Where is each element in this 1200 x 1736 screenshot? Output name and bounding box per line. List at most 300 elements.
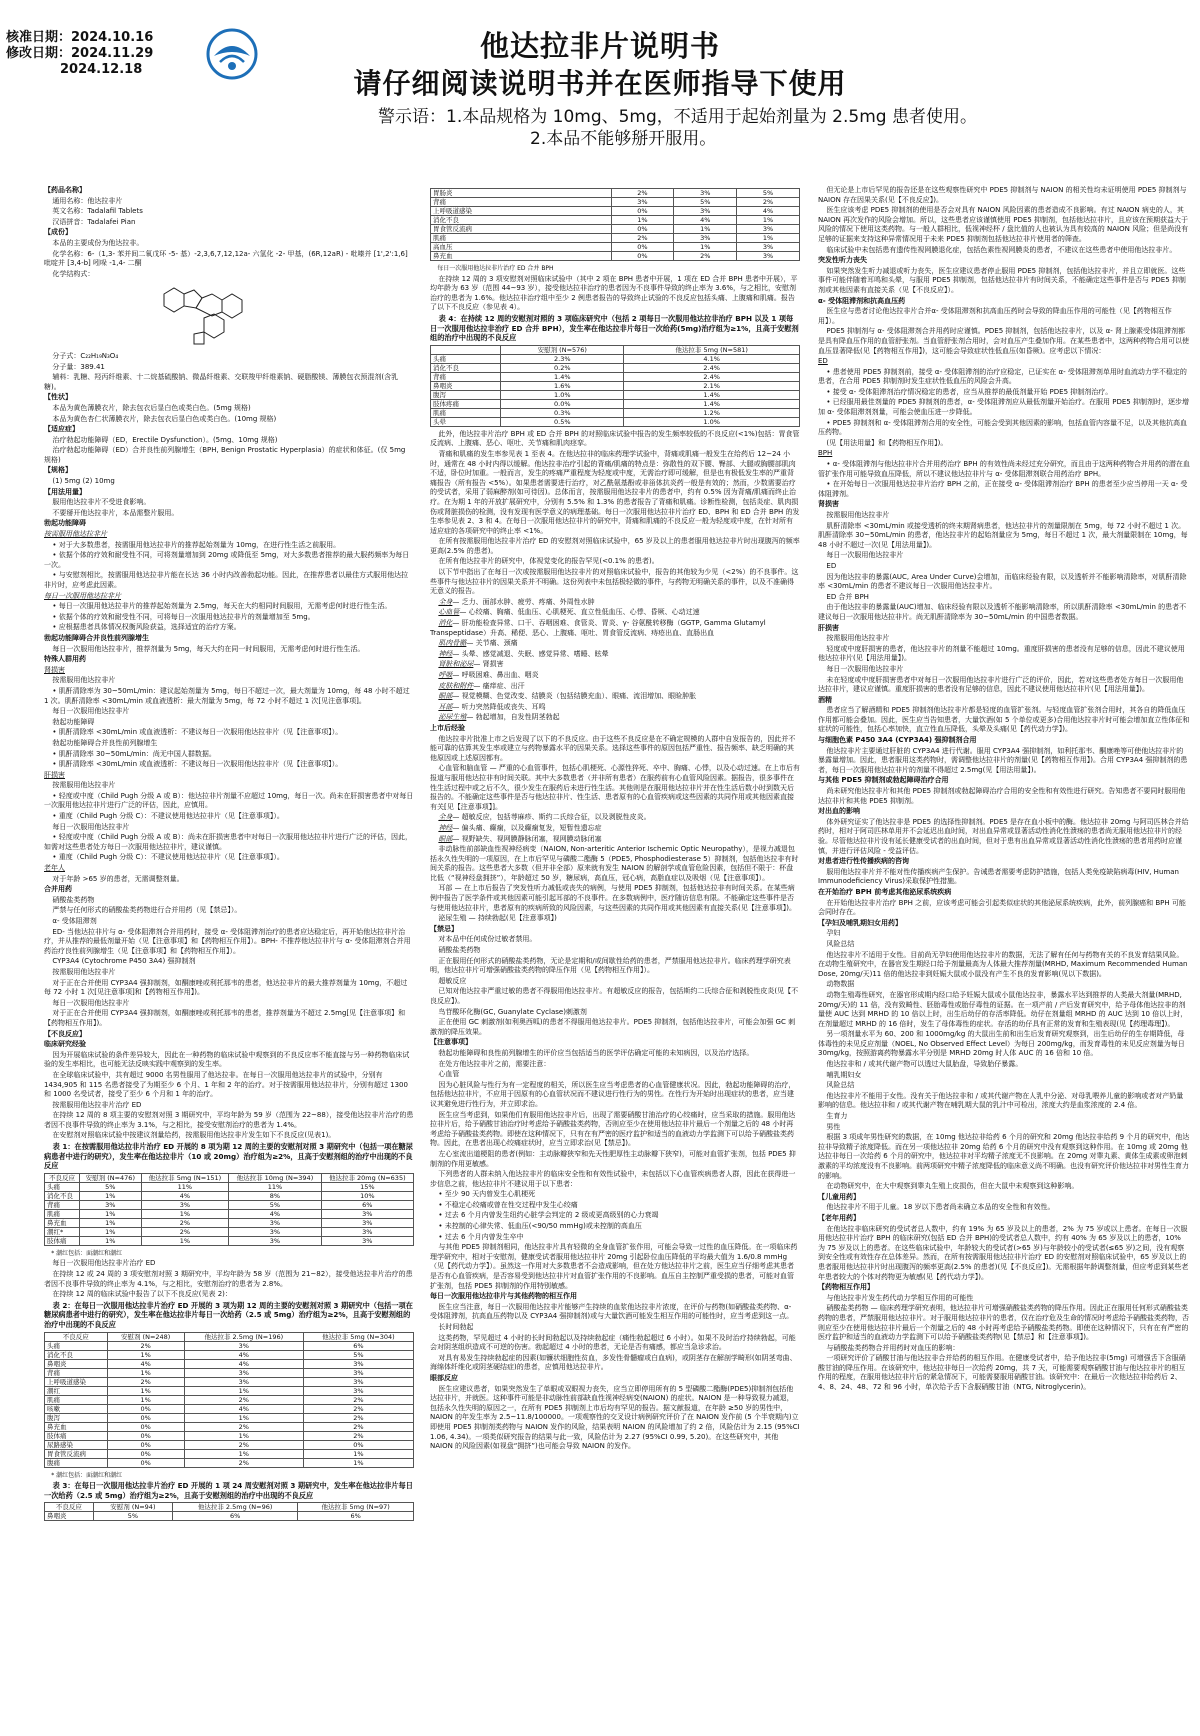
text-paragraph: 正在服用任何形式的硝酸盐类药物，无论是定期和/或间歇性给药的患者，严禁服用他达拉非片。临床药理学研究表明，他达拉非片可增强硝酸盐类药物的降压作用（见【药物相互作用】）。 (430, 956, 791, 975)
system-label: 皮肤和附件 (438, 681, 474, 690)
text-paragraph: 尚未研究他达拉非片和其他 PDE5 抑制剂或勃起障碍治疗合用的安全性和有效性进行研究。告知患者不要同时服用他达拉非片和其他 PDE5 抑制剂。 (818, 787, 1186, 805)
text-paragraph: 在持续 12 周的 8 项主要的安慰剂对照 3 期研究中，平均年龄为 59 岁（范围为 22~88），接受他达拉非片治疗的患者因不良事件导致的终止率为 3.1%，与之相比，接受安慰剂治疗的患者为 1.4%。 (44, 1111, 414, 1129)
system-entry (430, 824, 800, 834)
table-cell: 0% (107, 1404, 184, 1413)
table-cell: 肢体痛 (45, 1236, 80, 1245)
table-cell: 0% (107, 1422, 184, 1431)
table-cell: 安慰剂 (N=94) (93, 1503, 172, 1512)
subsection-heading: 在开始治疗 BPH 前考虑其他泌尿系统疾病 (818, 887, 952, 896)
text-paragraph: 在动物研究中，在大中观察到睾丸生殖上皮损伤，但在大鼠中未观察到这种影响。 (826, 1182, 1079, 1191)
table-row (45, 1404, 414, 1413)
text-paragraph: • 不稳定心绞痛或曾在性交过程中发生心绞痛 (438, 1200, 578, 1209)
text-paragraph: 化学名称：6-（1,3- 苯并间二氧戊环 -5- 基）-2,3,6,7,12,12a- 六氢化 -2- 甲基，(6R,12aR) - 吡嗪并 [1',2':1,6] 吡啶并 [3,4-b] 吲哚 -1,4- 二酮 (44, 249, 408, 268)
table-cell: 安慰剂 (N=248) (107, 1332, 184, 1341)
table-cell: 1% (184, 1449, 303, 1458)
text-paragraph: 每日一次服用他达拉非片 (826, 664, 904, 673)
table-cell: 2% (303, 1395, 413, 1404)
table-cell: 1.2% (624, 408, 800, 417)
subsection-heading: ED (818, 357, 828, 366)
table-cell: 尿路感染 (45, 1440, 108, 1449)
table-cell: 消化不良 (431, 216, 612, 225)
text-paragraph: 因为他达拉非的暴露(AUC, Area Under Curve)会增加，而临床经验有限，以及透析并不能影响清除率，对肌酐清除率 <30mL/min 的患者不建议每日一次服用他达拉非片。 (818, 572, 1187, 591)
text-paragraph: PDE5 抑制剂与 α- 受体阻滞剂合并用药时应谨慎。PDE5 抑制剂，包括他达拉非片，以及 α- 肾上腺素受体阻滞剂都是具有降血压作用的血管舒张剂。当血管舒张剂合用时，会对血压产生叠加作用。在某些患者中，这两种药物合用可以使血压显著降低(见【药物相互作用】)，这可能会导致症状性低血压(如昏厥)。应考虑以下情况： (818, 327, 1189, 355)
table-cell: 4% (184, 1404, 303, 1413)
warning-line-2: 2.本品不能够掰开服用。 (530, 129, 717, 149)
revision-date-2: 2024.12.18 (60, 62, 143, 77)
table-cell: 2% (674, 252, 737, 261)
table-row (45, 1512, 414, 1521)
subsection-heading: 肾损害 (818, 500, 839, 509)
table-cell: 3% (141, 1200, 229, 1209)
table-row (45, 1191, 414, 1200)
table-cell: 1% (141, 1236, 229, 1245)
table-cell: 0% (611, 225, 674, 234)
system-entry (430, 671, 800, 681)
table-cell: 4.1% (624, 354, 800, 363)
subsection-heading: 特殊人群用药 (44, 655, 86, 664)
table-row (45, 1395, 414, 1404)
table-cell: 2.3% (501, 354, 624, 363)
table-note: 每日一次服用他达拉非片治疗 ED 合并 BPH (437, 265, 554, 272)
table-row (431, 417, 800, 426)
subsection-heading: 肝损害 (818, 623, 839, 632)
text-paragraph: 在处方他达拉非片之前，需要注意： (438, 1059, 551, 1068)
table-cell: 2% (611, 189, 674, 198)
text-paragraph: 与他达拉非片发生药代动力学相互作用的可能性 (826, 1293, 974, 1302)
table-cell: 腹痛 (45, 1458, 108, 1467)
table-cell: 15% (321, 1182, 413, 1191)
system-label: 肌肉骨骼 (438, 639, 467, 648)
table-row (45, 1422, 414, 1431)
text-paragraph: 动物生殖毒性研究，在器官形成期内经口给予妊娠大鼠或小鼠他达拉非，暴露水平达到推荐的人类最大剂量(MRHD, 20mg/天)的 11 倍，没有致畸性、胚胎毒性或胎仔毒性的证据。在一项产前 / 产后发育研究中，给予母体他达拉非的剂量使 AUC 达到 MRHD 的 10 倍以上时，出生后幼仔的存活率降低。幼仔在剂量组 MRHD 的 AUC 达到 10 倍以上时，在剂量超过 MRHD 的 16 倍时，发生了母体毒性的症状。存活的幼仔具有正常的发育和生殖表现(见【药理毒理】)。 (818, 990, 1188, 1028)
text-paragraph: ED- 当他达拉非片与 α- 受体阻滞剂合并用药时，接受 α- 受体阻滞剂治疗的患者应达稳定后，再开始他达拉非片治疗，并从推荐的最低剂量开始（见【注意事项】和【药物相互作用】）。BPH- 不推荐他达拉非片与 α- 受体阻滞剂合并用药治疗良性前列腺增生（见【注意事项】和【药物相互作用】）。 (44, 927, 411, 955)
text-paragraph: 他达拉非片不适用于女性。目前尚无孕妇使用他达拉非片的数据，无法了解有任何与药物有关的不良发育结果风险。在动物生殖研究中，在器官发生期经口给予剂量最高为人体最大推荐剂量(MRHD, Maximum Recommended Human Dose, 20mg/天)11 倍的他达拉非到妊娠大鼠或小鼠没有产生不良的发育影响(见以下数据)。 (818, 950, 1188, 978)
table-cell: 1% (107, 1395, 184, 1404)
table-cell: 他达拉非 5mg (N=97) (298, 1503, 414, 1512)
subsection-heading: 与细胞色素 P450 3A4 (CYP3A4) 强抑制剂合用 (818, 736, 977, 745)
subsection-heading: 对患者进行性传播疾病的咨询 (818, 857, 909, 866)
table-cell: 0% (107, 1440, 184, 1449)
table-row (431, 225, 800, 234)
table-row (45, 1218, 414, 1227)
text-paragraph: 左心室流出道梗阻的患者(例如：主动脉瓣狭窄和先天性肥厚性主动脉瓣下狭窄)，可能对血管扩张剂，包括 PDE5 抑制剂的作用更敏感。 (430, 1149, 796, 1168)
table-row (45, 1431, 414, 1440)
table-cell: 4% (737, 207, 800, 216)
text-paragraph: 与其他 PDE5 抑制剂相同，他达拉非片具有轻微的全身血管扩张作用，可能会导致一过性的血压降低。在一项临床药理学研究中，相对于安慰剂，健康受试者服用他达拉非片 20mg 引起卧位血压降低的平均最大值为 1.6/0.8 mmHg（见【药代动力学】）。虽然这一作用对大多数患者不会造成影响，但在处方他达拉非片之前，医生应当仔细考虑其患者是否有心血管疾病，是否容易受到他达拉非片对血管扩张作用的不良影响。血压自主控制严重受损的患者，可能对血管扩张剂，包括 PDE5 抑制剂的作用特别敏感。 (430, 1243, 798, 1290)
column-1 (44, 186, 414, 1734)
table-cell: 5% (229, 1200, 321, 1209)
text-paragraph: ED 合并 BPH (826, 592, 869, 601)
table-row (45, 1368, 414, 1377)
system-text: — 瘙痒症、出汗 (473, 681, 525, 690)
text-paragraph: (1) 5mg (2) 10mg (52, 477, 115, 486)
text-paragraph: 他达拉非片批准上市之后发现了以下的不良反应。由于这些不良反应是在不确定规模的人群中自发报告的，因此并不能可靠的估算其发生率或建立与药物暴露水平的因果关系。选择这些事件的原因包括严重性、报告频率、缺乏明确的其他原因或上述原因都有。 (430, 734, 796, 762)
text-paragraph: 英文名称：Tadalafil Tablets (52, 207, 143, 216)
text-paragraph: 因为心脏风险与性行为有一定程度的相关，所以医生应当考虑患者的心血管健康状况。因此，勃起功能障碍的治疗，包括他达拉非片，不应用于因原有的心血管状况而不建议进行性行为的男性。在性行为开始时出现症状的患者，应当建议其避免进行性行为，并立即求治。 (430, 1080, 796, 1108)
page-title: 他达拉非片说明书 (479, 29, 720, 63)
text-paragraph: 肌酐清除率 <30mL/min 或接受透析的终末期肾病患者，他达拉非片的剂量限制在 5mg，每 72 小时不超过 1 次。肌酐清除率 30~50mL/min 的患者，他达拉非片的起始剂量应为 5mg，每日不超过 1 次，最大剂量限制在 10mg，每 48 小时不超过一次(见【用法用量】)。 (818, 521, 1188, 549)
table-cell: 1% (674, 225, 737, 234)
table-cell: 肌痛 (45, 1209, 80, 1218)
table-cell: 1% (80, 1236, 141, 1245)
table-cell: 安慰剂 (N=576) (501, 345, 624, 354)
table-row (45, 1173, 414, 1182)
table-cell: 3% (229, 1218, 321, 1227)
table-cell: 2% (184, 1440, 303, 1449)
system-label: 眼部 (438, 834, 453, 843)
system-entry (430, 660, 800, 670)
text-paragraph: • 在开始每日一次服用他达拉非片治疗 BPH 之前，正在接受 α- 受体阻滞剂治疗 BPH 的患者至少应当停用一天 α- 受体阻滞剂。 (818, 480, 1188, 498)
text-paragraph: 孕妇 (826, 929, 841, 938)
table-cell: 他达拉非 10mg (N=394) (229, 1173, 321, 1182)
table-cell: 3% (303, 1377, 413, 1386)
subsection-heading: 按需服用他达拉非片 (44, 530, 107, 539)
text-paragraph: 超敏反应 (438, 976, 467, 985)
table-cell: 不良反应 (45, 1332, 108, 1341)
table-cell: 他达拉非 2.5mg (N=96) (172, 1503, 297, 1512)
table-cell: 1.0% (501, 390, 624, 399)
system-label: 神经 (438, 823, 453, 832)
table-cell: 3% (321, 1236, 413, 1245)
subsection-heading: 肾损害 (44, 665, 65, 674)
text-paragraph: 本品为黄色薄膜衣片，除去包衣后显白色或类白色。(5mg 规格) (52, 403, 251, 412)
table-row (431, 408, 800, 417)
table-row (45, 1209, 414, 1218)
text-paragraph: 医生应该考虑 PDE5 抑制剂的使用是否会对具有 NAION 风险因素的患者造成不良影响。有过 NAION 病史的人，其 NAION 再次发作的风险会增加。所以，这些患者应该谨慎使用 PDE5 抑制剂，包括他达拉非片，且应该在预期获益大于风险的情况下使用这类药物。与一般人群相比，低视神经杯 / 盘比值的人也被认为具有较高的 NAION 风险；但是尚没有足够的证据来支持这种异常情况用于未来 PDE5 抑制剂包括他达拉非片使用者的筛查。 (818, 206, 1189, 243)
table-row (431, 216, 800, 225)
table-cell: 1% (184, 1431, 303, 1440)
table-cell: 1% (184, 1413, 303, 1422)
table-cell: 1% (737, 234, 800, 243)
subsection-heading: BPH (818, 449, 833, 458)
text-paragraph: • 患者使用 PDE5 抑制剂前，接受 α- 受体阻滞剂的治疗应稳定，已证实在 α- 受体阻滞剂单用时血流动力学不稳定的患者，在合用 PDE5 抑制剂时发生症状性低血压的风险会升高。 (818, 367, 1187, 386)
table-cell: 肌痛 (45, 1395, 108, 1404)
text-paragraph: 硝酸盐类药物 (438, 946, 481, 955)
table-row (45, 1200, 414, 1209)
table-cell: 3% (184, 1377, 303, 1386)
text-paragraph: 背痛和肌痛的发生率参见表 1 至表 4。在他达拉非的临床药理学试验中，背痛或肌痛一般发生在给药后 12~24 小时，通常在 48 小时内得以缓解。他达拉非治疗引起的背痛/肌痛的特点是：弥散性的双下腰、臀部、大腿或胸腰部肌肉不适，卧位时加重。一般而言，发生的疼痛严重程度为轻度或中度，无需治疗即可缓解，但是也有极低发生率的严重背痛报告（所有报告 <5%）。如果患者需要进行治疗，对乙酰氨基酚或非甾体抗炎药一般是有效的；然而，少数需要治疗的受试者，采用了弱麻醉剂(如可待因)。总体而言，按需服用他达拉非片的患者中，约有 0.5% 因为背痛/肌痛而终止治疗。在为期 1 年的开放扩展研究中，分别有 5.5% 和 1.3% 的患者报告了背痛和肌痛。诊断性检测，包括炎症、肌肉损伤或肾脏损伤的检测，没有发现有医学意义的病理基础。每日一次服用他达拉非片治疗 ED、BPH 和 ED 合并 BPH 的发生率参见表 2、3 和 4。在每日一次服用他达拉非片的研究中，背痛和肌痛的不良反应一般为轻度或中度，在针对所有适应症的各项研究中的终止率 <1%。 (430, 449, 800, 535)
table-row (45, 1341, 414, 1350)
table-cell: 1% (303, 1449, 413, 1458)
table-cell: 高血压 (431, 243, 612, 252)
table-row (431, 198, 800, 207)
text-paragraph: 正在使用 GC 刺激剂(如利奥西呱)的患者不得服用他达拉非片。PDE5 抑制剂，包括他达拉非片，可能会加强 GC 刺激剂的降压效果。 (430, 1018, 796, 1036)
table-cell: 1.6% (501, 381, 624, 390)
system-label: 全身 (438, 597, 453, 606)
table-row (45, 1503, 414, 1512)
text-paragraph: 轻度或中度肝损害的患者，他达拉非片的剂量不能超过 10mg。重度肝损害的患者没有足够的信息，因此不建议使用他达拉非片(见【用法用量】)。 (818, 644, 1185, 663)
table-row (45, 1350, 414, 1359)
text-paragraph: 心血管 (438, 1070, 460, 1079)
table-row (45, 1227, 414, 1236)
chemical-structure-icon (44, 282, 414, 346)
table-row (45, 1377, 414, 1386)
table-cell: 2.1% (624, 381, 800, 390)
table-cell: 2% (141, 1227, 229, 1236)
text-paragraph: 每日一次服用他达拉非片治疗 ED (52, 1259, 156, 1268)
table-cell: 1% (107, 1350, 184, 1359)
text-paragraph: 因为开展临床试验的条件差异较大，因此在一种药物的临床试验中观察到的不良反应率不能直接与另一种药物临床试验的发生率相比，也可能无法反映实践中观察到的发生率。 (44, 1050, 410, 1069)
text-paragraph: 男性 (826, 1122, 841, 1131)
text-paragraph: 对本品中任何成份过敏者禁用。 (438, 935, 537, 944)
table-cell (431, 345, 501, 354)
table-cell: 头痛 (45, 1341, 108, 1350)
system-text: — 超敏反应，包括荨麻疹、斯约二氏综合征，以及剥脱性皮炎。 (452, 813, 651, 822)
text-paragraph: 勃起功能障碍 (52, 717, 95, 726)
system-entry (430, 692, 800, 702)
table-cell: 肢体疼痛 (431, 399, 501, 408)
system-entry (430, 835, 800, 845)
table-cell: 3% (303, 1359, 413, 1368)
text-paragraph: 鸟苷酸环化酶(GC, Guanylate Cyclase)刺激剂 (438, 1007, 587, 1016)
table-cell: 0% (611, 252, 674, 261)
text-paragraph: 与硝酸盐类药物合并用药时对血压的影响： (826, 1343, 960, 1352)
table-cell: 他达拉非 5mg (N=151) (141, 1173, 229, 1182)
table-cell: 0% (107, 1449, 184, 1458)
text-paragraph: 体外研究证实了他达拉非是 PDE5 的选择性抑制剂。PDE5 是存在血小板中的酶。他达拉非 20mg 与阿司匹林合并给药时，相对于阿司匹林单用并不会延迟出血时间，对出血异常或显著活动性消化性溃疡的患者尚无服用他达拉非片的经验。尽管他达拉非片没有延长健康受试者的出血时间，但对于患有出血异常或显著活动性消化性溃疡的患者用药时应谨慎，并进行评估风险 - 受益评估。 (818, 817, 1189, 855)
text-paragraph: 在持续 12 周的 3 项安慰剂对照临床试验中（其中 2 项在 BPH 患者中开展，1 项在 ED 合并 BPH 患者中开展），平均年龄为 63 岁（范围 44~93 岁），接受他达拉非治疗的患者因为不良事件导致的终止率为 3.6%，与之相比，安慰剂治疗的患者为 1.6%。他达拉非治疗组中至少 2 例患者报告的导致终止试验的不良反应包括头痛、上腹痛和肌痛。报告了以下不良反应（参见表 4）。 (430, 274, 798, 312)
table-cell: 2% (737, 198, 800, 207)
table-note: * 潮红包括：面潮红和潮红 (51, 1249, 123, 1257)
adverse-reaction-table-3-continued (430, 188, 800, 261)
section-heading: 【注意事项】 (430, 1038, 472, 1047)
subsection-heading: 酒精 (818, 695, 832, 704)
approval-date: 核准日期：2024.10.16 (6, 30, 154, 45)
text-paragraph: 化学结构式： (52, 269, 95, 278)
table-cell: 肌痛 (431, 408, 501, 417)
text-paragraph: 心血管和脑血管 — 严重的心血管事件，包括心肌梗死、心源性猝死、卒中、胸痛、心悸，以及心动过速。在上市后有报道与服用他达拉非有时间关联。其中大多数患者（并非所有患者）在服药前有心血管风险因素。据报告，很多事件在性生活过程中或之后不久，很少发生在服药后未进行性生活。其他则是在服用他达拉非片并在性生活后数小时到数天后报告的。不能确定这些事件是否与他达拉非片、性生活、患者原有的心血管疾病或这些因素的共同作用或其他因素直接有关[见【注意事项】]。 (430, 764, 800, 811)
text-paragraph: • 应根据患者具体情况权衡风险获益，选择适宜的治疗方案。 (52, 623, 241, 632)
table-cell: 3% (737, 243, 800, 252)
system-text: — 勃起增加，自发性阴茎勃起 (466, 713, 560, 722)
table-cell: 潮红 (45, 1386, 108, 1395)
table-cell: 1% (80, 1191, 141, 1200)
table-cell: 11% (141, 1182, 229, 1191)
text-paragraph: • α- 受体阻滞剂与他达拉非片合并用药治疗 BPH 的有效性尚未经过充分研究，而且由于这两种药物合并用药的潜在血管扩张作用可能导致血压降低，所以不建议他达拉非片与 α- 受体阻滞剂联合用药治疗 BPH。 (818, 460, 1190, 478)
text-paragraph: 哺乳期妇女 (826, 1070, 862, 1079)
table-cell: 肢体痛 (45, 1431, 108, 1440)
table-cell: 0% (107, 1431, 184, 1440)
system-entry (430, 813, 800, 823)
text-paragraph: CYP3A4 (Cytochrome P450 3A4) 强抑制剂 (52, 957, 196, 966)
text-paragraph: 治疗勃起功能障碍（ED，Erectile Dysfunction）。(5mg、10mg 规格) (52, 435, 278, 444)
table-cell: 4% (184, 1350, 303, 1359)
table-cell: 0% (303, 1440, 413, 1449)
section-heading: 【儿童用药】 (818, 1192, 860, 1201)
system-text: — 肾损害 (473, 660, 504, 669)
table-cell: 鼻咽炎 (45, 1512, 94, 1521)
table-caption: 表 1：在按需服用他达拉非片治疗 ED 开展的 8 项为期 12 周的主要的安慰剂对照 3 期研究中（包括一项在糖尿病患者中进行的研究），发生率在他达拉非片（10 或 20mg）治疗组为≥2%，且高于安慰剂组的治疗中出现的不良反应 (44, 1142, 413, 1171)
text-paragraph: (见【用法用量】和【药物相互作用】)。 (826, 438, 948, 447)
subsection-heading: 眼部反应 (430, 1373, 458, 1382)
text-paragraph: 未在轻度或中度肝损害患者中对每日一次服用他达拉非片进行广泛的评价，因此，若对这些患者处方每日一次服用他达拉非片，建议应谨慎。重度肝损害的患者没有足够的信息，因此不建议使用他达拉非片(见【用法用量】)。 (818, 675, 1184, 694)
adverse-reaction-table-2 (44, 1332, 414, 1468)
table-cell: 5% (80, 1182, 141, 1191)
section-heading: 【用法用量】 (44, 487, 86, 496)
table-cell: 3% (303, 1368, 413, 1377)
table-cell: 6% (303, 1341, 413, 1350)
table-cell: 鼻充血 (431, 252, 612, 261)
text-paragraph: • 依据个体的疗效和耐受性不同，可将剂量增加到 20mg 或降低至 5mg，对大多数患者推荐的最大服药频率为每日一次。 (44, 551, 410, 569)
table-cell: 头痛 (431, 354, 501, 363)
section-heading: 【药物相互作用】 (818, 1283, 874, 1292)
system-text: — 肝功能检查异常、口干、吞咽困难、食管炎、胃炎、γ- 谷氨酰转移酶（GGTP, Gamma Glutamyl Transpeptidase）升高、稀便、恶心、上腹痛、呕吐、胃食管反流病、痔疮出血、直肠出血 (430, 619, 766, 637)
column-2 (430, 186, 800, 1734)
table-cell: 4% (674, 216, 737, 225)
system-label: 神经 (438, 649, 453, 658)
system-entry (430, 650, 800, 660)
table-cell: 1% (737, 216, 800, 225)
text-paragraph: 他达拉非片不用于儿童。18 岁以下患者尚未确立本品的安全性和有效性。 (826, 1203, 1055, 1212)
table-caption: 表 2：在每日一次服用他达拉非片治疗 ED 开展的 3 项为期 12 周的主要的安慰剂对照 3 期研究中（包括一项在糖尿病患者中进行的研究），发生率在他达拉非片每日一次给药（2.5 或 5mg）治疗组为≥2%，且高于安慰剂组的治疗中出现的不良反应 (44, 1300, 413, 1329)
text-paragraph: • 重度（Child Pugh 分级 C）：不建议使用他达拉非片（见【注意事项】）。 (52, 853, 284, 862)
text-paragraph: 这类药物，罕见超过 4 小时的长时间勃起以及持续勃起症（痛性勃起超过 6 小时）。如果不及时治疗持续勃起，可能会对阴茎组织造成不可逆的伤害。勃起超过 4 小时的患者，无论是否有痛感，都应当急诊求治。 (430, 1333, 796, 1352)
table-cell: 咳嗽 (45, 1404, 108, 1413)
text-paragraph: 按需服用他达拉非片治疗 ED (52, 1100, 142, 1109)
table-cell: 6% (298, 1512, 414, 1521)
text-paragraph: • 与安慰剂相比，按需服用他达拉非片能在长达 36 小时内改善勃起功能。因此，在推荐患者以最佳方式服用他达拉非片时，应考虑此因素。 (44, 571, 409, 589)
table-cell: 1% (107, 1386, 184, 1395)
table-cell: 胃肠炎 (431, 189, 612, 198)
subsection-heading: 合并用药 (44, 885, 72, 894)
table-cell: 不良反应 (45, 1503, 94, 1512)
text-paragraph: 通用名称：他达拉非片 (52, 196, 123, 205)
text-paragraph: • 已经服用最佳剂量的 PDE5 抑制剂的患者，α- 受体阻滞剂应从最低剂量开始治疗。在服用 PDE5 抑制剂时，逐步增加 α- 受体阻滞剂剂量，可能会使血压进一步降低。 (818, 398, 1189, 417)
system-label: 耳部 (438, 702, 453, 711)
table-cell: 2% (107, 1377, 184, 1386)
table-cell: 3% (229, 1236, 321, 1245)
subsection-heading: 勃起功能障碍合并良性前列腺增生 (44, 633, 149, 642)
table-row (431, 381, 800, 390)
table-cell: 1% (80, 1227, 141, 1236)
table-cell: 11% (229, 1182, 321, 1191)
section-heading: 【成份】 (44, 228, 72, 237)
text-paragraph: 临床试验中未包括患有遗传性视网膜退化症，包括色素性视网膜炎的患者，不建议在这些患者中使用他达拉非片。 (826, 245, 1177, 254)
table-cell: 0% (611, 207, 674, 216)
table-cell: 腹泻 (45, 1413, 108, 1422)
text-paragraph: 对于正在合并使用 CYP3A4 强抑制剂，如酮康唑或利托那韦的患者，推荐剂量为不超过 2.5mg[见【注意事项】和【药物相互作用】)。 (44, 1009, 406, 1027)
table-cell: 腹泻 (431, 390, 501, 399)
table-cell: 3% (184, 1341, 303, 1350)
text-paragraph: 一项研究评价了硝酸甘油与他达拉非合并给药的相互作用。在健康受试者中，给予他达拉非(5mg) 可增强舌下含服硝酸甘油的降压作用。在该研究中，他达拉非每日一次给药 20mg，共 7 天，可能需要观察硝酸甘油与他达拉非片的相互作用的程度，在服用他达拉非片后的紧急情况下，可能需要服用硝酸甘油。该研究中：在最后一次他达拉非给药后 2、4、8、24、48、72 和 96 小时，单次给予舌下含服硝酸甘油（NTG, Nitroglycerin)。 (818, 1354, 1186, 1392)
system-text: — 头晕、感觉减退、失眠、感觉异常、嗜睡、眩晕 (452, 649, 609, 658)
table-cell: 2% (303, 1413, 413, 1422)
table-cell: 不良反应 (45, 1173, 80, 1182)
text-paragraph: • 未控制的心律失常、低血压(<90/50 mmHg)或未控制的高血压 (438, 1222, 642, 1231)
text-paragraph: 此外，他达拉非片治疗 BPH 或 ED 合并 BPH 的对照临床试验中报告的发生频率较低的不良反应(<1%)包括：胃食管反流病、上腹痛、恶心、呕吐、关节痛和肌肉痉挛。 (430, 429, 800, 448)
subsection-heading: 每日一次服用他达拉非片 (44, 591, 121, 600)
system-label: 眼部 (438, 692, 453, 701)
text-paragraph: 长时间勃起 (438, 1323, 474, 1331)
table-caption: 表 4：在持续 12 周的安慰剂对照的 3 项临床研究中（包括 2 项每日一次服用他达拉非治疗 BPH 以及 1 项每日一次服用他达拉非治疗 ED 合并 BPH），发生率在他达拉非片每日一次给药(5mg)治疗组为≥1%，且高于安慰剂组的治疗中出现的不良反应 (430, 313, 799, 343)
table-cell: 0% (611, 243, 674, 252)
table-note: * 潮红包括：面潮红和潮红 (51, 1471, 123, 1479)
system-entry (430, 703, 800, 713)
text-paragraph: 如果突然发生听力减退或听力丧失，医生应建议患者停止服用 PDE5 抑制剂，包括他达拉非片，并且立即就医。这些事件可能伴随着耳鸣和头晕，与服用 PDE5 抑制剂，包括他达拉非片有时间关系，不能确定这些事件是否与 PDE5 抑制剂或其他因素有直接关系（见【不良反应】）。 (818, 266, 1186, 294)
text-paragraph: 生育力 (826, 1112, 848, 1121)
text-paragraph: 在所有他达拉非片的研究中，体视觉变化的报告罕见(<0.1% 的患者)。 (438, 557, 659, 566)
table-row (431, 234, 800, 243)
text-paragraph: 医生应建议患者，如果突然发生了单眼或双眼视力丧失，应当立即停用所有的 5 型磷酸二酯酶(PDE5)抑制剂包括他达拉非片，并就医。这种事件可能是非动脉性前部缺血性视神经病变(NAION) 的症状。NAION 是一种导致视力减退，包括永久性失明的原因之一，在所有 PDE5 抑制剂上市后均有罕见的报告。据文献报道，在年龄 ≥50 岁的男性中，NAION 的年发生率为 2.5~11.8/100000。一项观察性的交叉设计病例研究评价了在 NAION 发作前 (5 个半衰期内)立即使用 PDE5 抑制剂类药物与 NAION 发作的风险，结果表明 NAION 的风险增加了约 2 倍，风险估计为 2.15 (95%CI 1.06, 4.34)。一项类似研究报告的结果与此一致，风险估计为 2.27 (95%CI 0.99, 5.20)。在这些研究中，其他 NAION 的风险因素(如视盘“拥挤”)也可能会导致 NAION 的发作。 (430, 1384, 800, 1451)
adverse-reaction-table-1 (44, 1173, 414, 1246)
table-cell: 0.5% (501, 417, 624, 426)
text-paragraph: 服用他达拉非片不受进食影响。 (52, 498, 151, 507)
table-row (431, 354, 800, 363)
table-cell: 1% (303, 1458, 413, 1467)
text-paragraph: • 肌酐清除率 <30mL/min 或血液透析：不建议每日一次服用他达拉非片（见【注意事项】）。 (52, 760, 343, 769)
table-cell: 3% (674, 207, 737, 216)
table-cell: 背痛 (45, 1200, 80, 1209)
table-cell: 头晕 (431, 417, 501, 426)
section-heading: 【老年用药】 (818, 1213, 860, 1222)
text-paragraph: • 肌酐清除率 <30mL/min 或血液透析：不建议每日一次服用他达拉非片（见【注意事项】）。 (52, 728, 343, 737)
text-paragraph: 勃起功能障碍合并良性前列腺增生 (52, 738, 158, 747)
table-cell: 3% (229, 1227, 321, 1236)
section-heading: 【适应症】 (44, 425, 79, 434)
table-cell: 2% (141, 1218, 229, 1227)
subsection-heading: 勃起功能障碍 (44, 519, 86, 528)
text-paragraph: 在持续 12 周的临床试验中报告了以下不良反应(见表 2)： (52, 1290, 232, 1299)
text-paragraph: 本品的主要成份为他达拉非。 (52, 238, 144, 247)
table-cell: 鼻咽炎 (45, 1359, 108, 1368)
text-paragraph: 风险总结 (826, 1081, 855, 1090)
text-paragraph: 分子量：389.41 (52, 362, 105, 371)
text-paragraph: 耳部 — 在上市后报告了突发性听力减低或丧失的病例，与使用 PDE5 抑制剂，包括他达拉非有时间关系。在某些病例中报告了医学条件或其他因素可能引起耳部的不良事件。在多数病例中，医疗随访信息有限。不能确定这些事件是否与使用他达拉非片，患者原有的疾病所致的风险因素，与这些因素的共同作用或其他因素有直接关系(见【注意事项】)。 (430, 884, 796, 912)
text-paragraph: ED (826, 561, 837, 570)
table-cell: 2% (107, 1341, 184, 1350)
text-paragraph: 勃起功能障碍和良性前列腺增生的评价应当包括适当的医学评估确定可能的未知病因，以及治疗选择。 (438, 1048, 754, 1057)
text-paragraph: 医生应与患者讨论他达拉非片合并α- 受体阻滞剂和抗高血压药时会导致的降血压作用的可能性（见【药物相互作用】）。 (818, 307, 1172, 325)
system-text: — 心绞痛、胸痛、低血压、心肌梗死、直立性低血压、心悸、昏厥、心动过速 (459, 608, 700, 617)
table-row (431, 399, 800, 408)
table-cell: 2% (303, 1422, 413, 1431)
text-paragraph: 以下节中指出了在每日一次或按需服用他达拉非片的对照临床试验中，报告的其他较为少见（<2%）的不良事件。这些事件与他达拉非片的因果关系并不明确。这份列表中未包括极轻微的事件，与药物无明确关系的事件，以及不准确得无意义的报告。 (430, 568, 799, 596)
table-cell: 4% (229, 1209, 321, 1218)
table-cell: 2% (611, 234, 674, 243)
system-label: 呼吸 (438, 671, 453, 679)
table-cell: 1% (184, 1386, 303, 1395)
text-paragraph: 非动脉性前部缺血性视神经病变（NAION, Non-arteritic Anterior Ischemic Optic Neuropathy），是视力减退包括永久性失明的一项原因，在上市后罕见与磷酸二酯酶 5（PDE5, Phosphodiesterase 5）抑制剂，包括他达拉非有时间关系的报告。这些患者大多数（但并非全部）原来就有发生 NAION 的解剖学或血管危险因素，包括但不限于：杯盘比低（“视神经盘拥挤”），年龄超过 50 岁，糖尿病，高血压，冠心病，高脂血症以及吸烟（见【注意事项】）。 (430, 845, 799, 882)
text-paragraph: 治疗勃起功能障碍（ED）合并良性前列腺增生（BPH, Benign Prostatic Hyperplasia）的症状和体征。(仅 5mg 规格) (44, 446, 406, 464)
text-paragraph: • 肌酐清除率为 30~50mL/min：建议起始剂量为 5mg，每日不超过一次，最大剂量为 10mg，每 48 小时不超过 1 次。肌酐清除率 <30mL/min 或血液透析：最大剂量为 5mg，每 72 小时不超过 1 次[见注意事项]。 (44, 686, 410, 705)
system-text: — 视野缺失、视网膜静脉闭塞，视网膜动脉闭塞 (452, 834, 602, 843)
text-paragraph: 动物数据 (826, 980, 855, 989)
system-entry (430, 608, 800, 618)
subsection-heading: 突发性听力丧失 (818, 256, 867, 265)
table-cell: 0.2% (501, 363, 624, 372)
table-cell: 鼻咽炎 (431, 381, 501, 390)
table-cell: 0.3% (501, 408, 624, 417)
table-cell: 消化不良 (45, 1350, 108, 1359)
table-cell: 2.4% (624, 363, 800, 372)
page-subtitle: 请仔细阅读说明书并在医师指导下使用 (353, 67, 847, 100)
text-paragraph: 已知对他达拉非严重过敏的患者不得服用他达拉非片。有超敏反应的报告，包括斯约二氏综合征和剥脱性皮炎(见【不良反应】)。 (430, 987, 799, 1005)
table-cell: 1.4% (624, 390, 800, 399)
text-paragraph: • 接受 α- 受体阻滞剂治疗情况稳定的患者，应当从推荐的最低剂量开始 PDE5 抑制剂治疗。 (826, 387, 1113, 396)
table-cell: 胃食管反流病 (45, 1449, 108, 1458)
subsection-heading: 肝损害 (44, 770, 65, 779)
table-cell: 他达拉非 5mg (N=304) (303, 1332, 413, 1341)
table-cell: 1% (611, 216, 674, 225)
table-cell: 头痛 (45, 1182, 80, 1191)
table-cell: 消化不良 (431, 363, 501, 372)
table-cell: 潮红* (45, 1227, 80, 1236)
table-cell: 3% (321, 1227, 413, 1236)
system-entry (430, 639, 800, 649)
text-paragraph: 严禁与任何形式的硝酸盐类药物进行合并用药（见【禁忌】）。 (52, 906, 242, 915)
section-heading: 【孕妇及哺乳期妇女用药】 (818, 918, 902, 927)
text-paragraph: 每日一次服用他达拉非片 (52, 707, 130, 716)
